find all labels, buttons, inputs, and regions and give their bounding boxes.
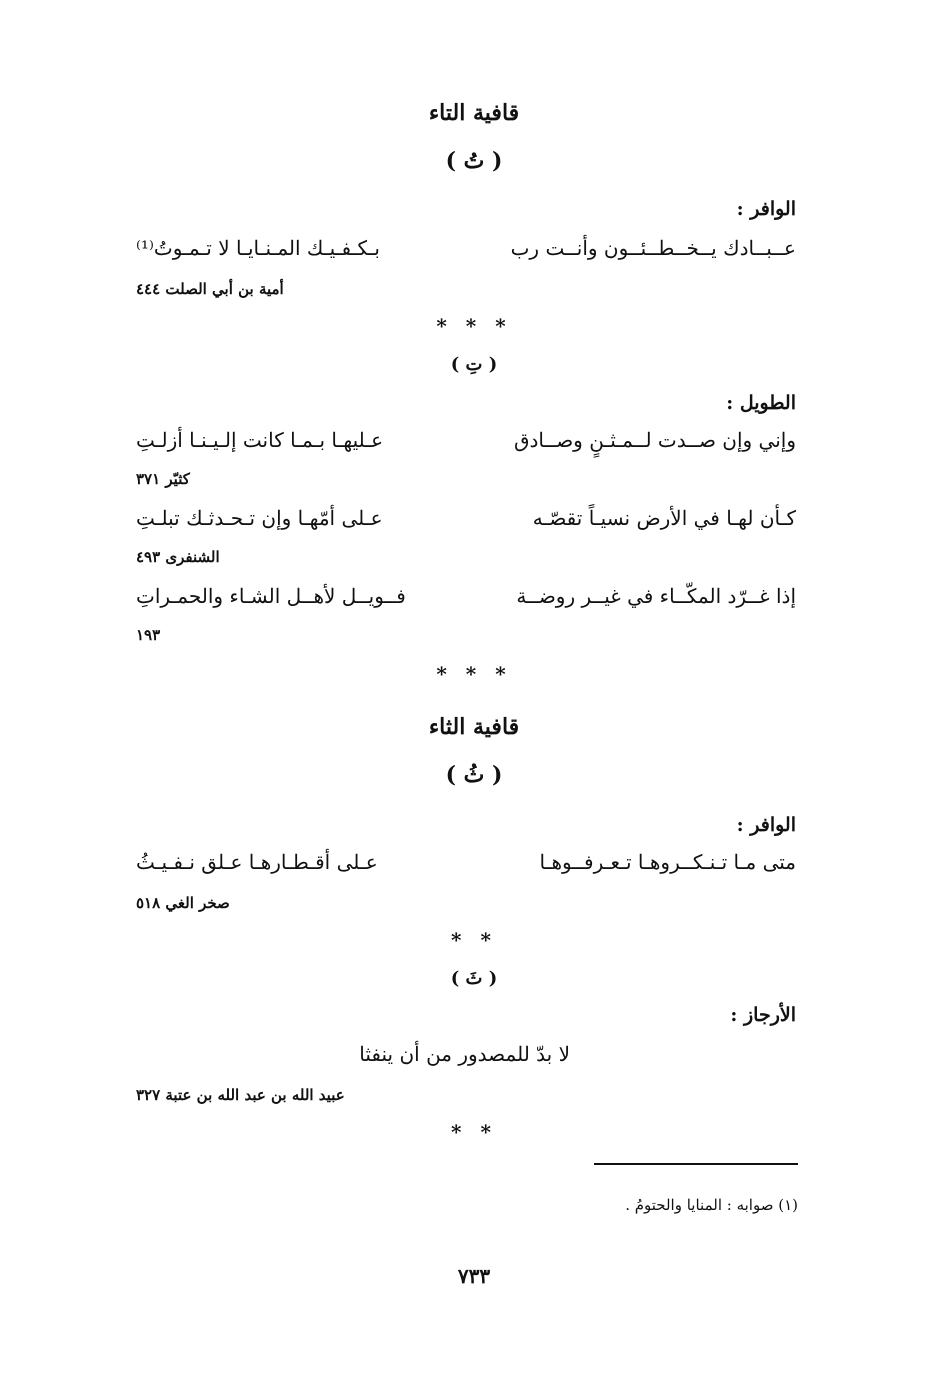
section-separator: * * *	[436, 662, 512, 686]
section-heading-taa: قافية التاء	[428, 100, 520, 126]
rhyme-letter-thaa-damma: ( ثُ )	[445, 762, 503, 788]
rhyme-letter-taa-damma: ( تُ )	[445, 148, 503, 174]
verse-attribution: ١٩٣	[136, 626, 161, 644]
rajaz-verse: لا بدّ للمصدور من أن ينفثا	[359, 1042, 570, 1066]
footnote: (١) صوابه : المنايا والحتومُ .	[625, 1196, 798, 1214]
verse-attribution: الشنفرى ٤٩٣	[136, 548, 220, 566]
page-number: ٧٣٣	[457, 1264, 491, 1288]
verse-line	[136, 236, 796, 270]
meter-label: الوافر :	[736, 814, 796, 836]
verse-attribution: أمية بن أبي الصلت ٤٤٤	[136, 280, 284, 298]
meter-label: الأرجاز :	[730, 1004, 796, 1026]
section-separator: * *	[451, 1120, 497, 1144]
meter-label: الوافر :	[736, 198, 796, 220]
verse-line	[136, 584, 796, 618]
meter-label: الطويل :	[726, 392, 796, 414]
section-heading-thaa: قافية الثاء	[428, 714, 520, 740]
verse-line	[136, 850, 796, 884]
verse-line	[136, 506, 796, 540]
verse-first-hemistich: وإني وإن صــدت لــمـثـنٍ وصــادق	[513, 428, 796, 452]
verse-second-hemistich: عـلى أمّهـا وإن تـحـدثـك تبلـتِ	[136, 506, 383, 530]
verse-attribution: عبيد الله بن عبد الله بن عتبة ٣٢٧	[136, 1086, 345, 1104]
verse-second-hemistich: عـليهـا بـمـا كانت إلـيـنـا أزلـتِ	[136, 428, 384, 452]
verse-first-hemistich: عــبــادك يــخــطــئــون وأنــت رب	[510, 236, 796, 260]
verse-attribution: كثيّر ٣٧١	[136, 470, 190, 488]
section-separator: * *	[451, 928, 497, 952]
section-separator: * * *	[436, 314, 512, 338]
verse-second-hemistich: عـلى أقـطـارهـا عـلق نـفـيـثُ	[136, 850, 378, 874]
verse-first-hemistich: كـأن لهـا في الأرض نسيـاً تقصّـه	[532, 506, 796, 530]
rhyme-letter-taa-kasra: ( تِ )	[450, 354, 498, 375]
verse-line	[136, 428, 796, 462]
footnote-rule	[594, 1163, 798, 1165]
verse-first-hemistich: متى مـا تـنـكــروهـا تـعـرفــوهـا	[539, 850, 796, 874]
verse-second-hemistich: بـكـفـيـك المـنـايـا لا تـمـوتُ⁽¹⁾	[136, 236, 380, 260]
verse-first-hemistich: إذا غــرّد المكّــاء في غيــر روضــة	[516, 584, 796, 608]
verse-attribution: صخر الغي ٥١٨	[136, 894, 230, 912]
rhyme-letter-thaa-fatha: ( ثَ )	[450, 968, 498, 989]
verse-second-hemistich: فــويــل لأهــل الشـاء والحمـراتِ	[136, 584, 406, 608]
